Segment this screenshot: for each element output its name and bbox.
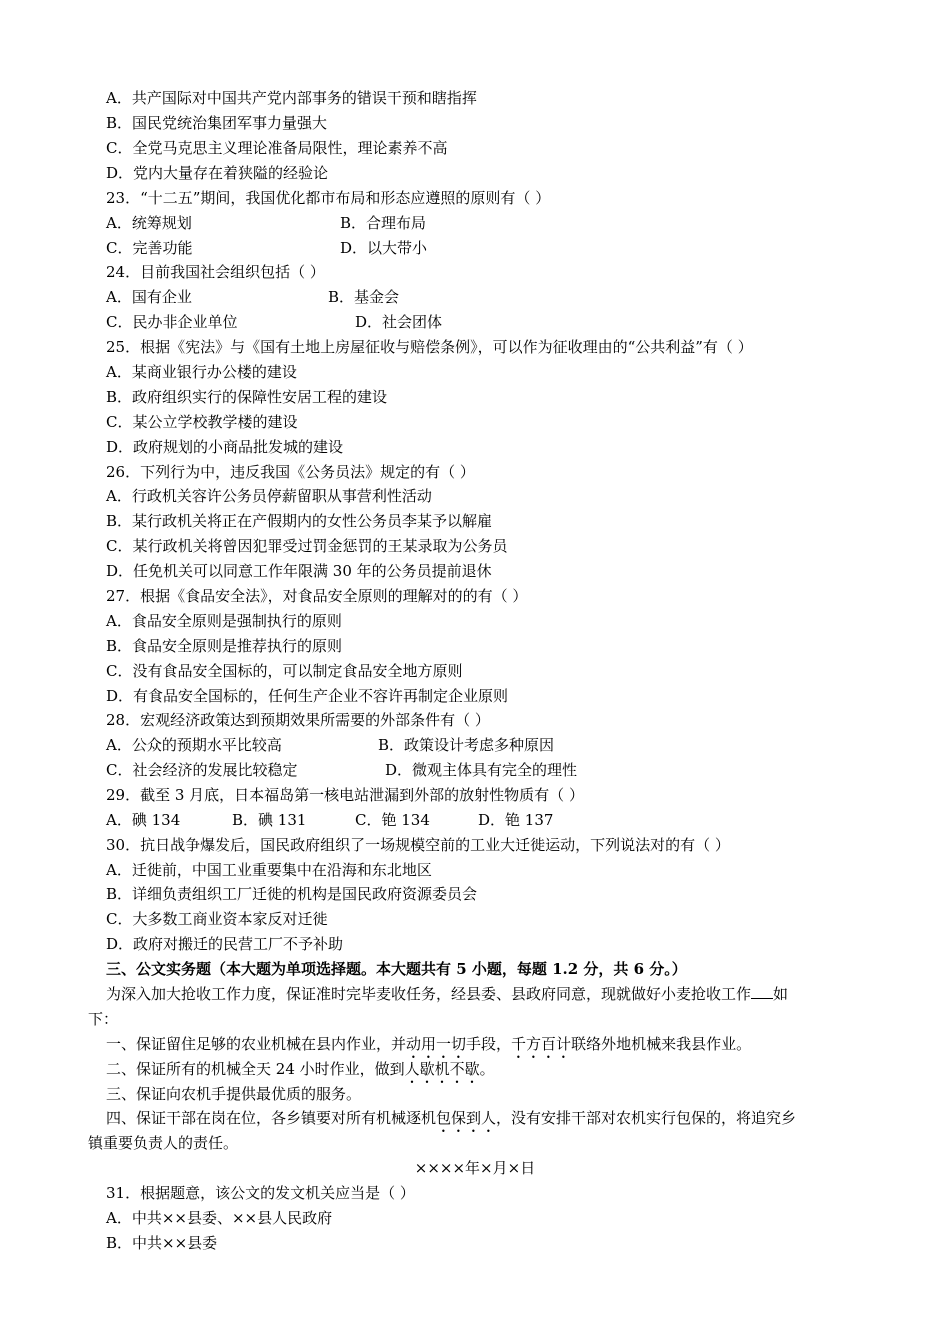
- section3-intro: [106, 984, 788, 1004]
- q31-option-a: A．中共××县委、××县人民政府: [106, 1209, 333, 1227]
- q26-option-a: A．行政机关容许公务员停薪留职从事营利性活动: [106, 487, 432, 505]
- q23-option-d: D．以大带小: [340, 239, 428, 257]
- q29-option-b: B．碘 131: [232, 811, 307, 829]
- q29-option-c: C．铯 134: [355, 811, 430, 829]
- q28-option-c: C．社会经济的发展比较稳定: [106, 761, 298, 779]
- notice-item-4-part-b: ，没有安排干部对农机实行包保的，将追究乡: [496, 1109, 797, 1127]
- notice-item-1-part-a: 一、保证留住足够的农业机械在县内作业，并: [106, 1035, 407, 1053]
- q28-option-b: B．政策设计考虑多种原因: [378, 736, 555, 754]
- q28-stem: 28．宏观经济政策达到预期效果所需要的外部条件有（ ）: [106, 711, 490, 729]
- dotted-phrase-1: 动用一切: [406, 1035, 467, 1053]
- notice-date: ××××年×月×日: [414, 1159, 536, 1177]
- q30-option-b: B．详细负责组织工厂迁徙的机构是国民政府资源委员会: [106, 885, 478, 903]
- q25-option-c: C．某公立学校教学楼的建设: [106, 413, 298, 431]
- q26-option-c: C．某行政机关将曾因犯罪受过罚金惩罚的王某录取为公务员: [106, 537, 508, 555]
- q27-stem: 27．根据《食品安全法》，对食品安全原则的理解对的的有（ ）: [106, 587, 528, 605]
- q23-option-b: B．合理布局: [340, 214, 427, 232]
- q26-stem: 26．下列行为中，违反我国《公务员法》规定的有（ ）: [106, 463, 475, 481]
- section3-heading: 三、公文实务题（本大题为单项选择题。本大题共有 5 小题，每题 1.2 分，共 6 分。）: [106, 960, 687, 978]
- q29-option-d: D．铯 137: [478, 811, 554, 829]
- q22-option-b: B．国民党统治集团军事力量强大: [106, 114, 328, 132]
- notice-item-4-cont: 镇重要负责人的责任。: [88, 1134, 239, 1152]
- q22-option-d: D．党内大量存在着狭隘的经验论: [106, 164, 329, 182]
- notice-item-2-part-b: 。: [479, 1060, 495, 1078]
- q25-option-b: B．政府组织实行的保障性安居工程的建设: [106, 388, 388, 406]
- q26-option-d: D．任免机关可以同意工作年限满 30 年的公务员提前退休: [106, 562, 492, 580]
- q30-stem: 30．抗日战争爆发后，国民政府组织了一场规模空前的工业大迁徙运动，下列说法对的有（ ）: [106, 836, 730, 854]
- q25-option-d: D．政府规划的小商品批发城的建设: [106, 438, 344, 456]
- q31-option-b: B．中共××县委: [106, 1234, 218, 1252]
- section3-intro-text: 为深入加大抢收工作力度，保证准时完毕麦收任务，经县委、县政府同意，现就做好小麦抢收工作: [106, 985, 752, 1003]
- notice-item-1-part-c: 联络外地机械来我县作业。: [571, 1035, 752, 1053]
- notice-item-4-part-a: 四、保证干部在岗在位，各乡镇要对所有机械逐机: [106, 1109, 437, 1127]
- q27-option-d: D．有食品安全国标的，任何生产企业不容许再制定企业原则: [106, 687, 509, 705]
- q23-stem: 23．“十二五”期间，我国优化都市布局和形态应遵照的原则有（ ）: [106, 189, 551, 207]
- q28-option-a: A．公众的预期水平比较高: [106, 736, 282, 754]
- section3-intro-cont: 下：: [88, 1010, 119, 1028]
- notice-item-1-part-b: 手段，: [466, 1035, 512, 1053]
- q22-option-c: C．全党马克思主义理论准备局限性，理论素养不高: [106, 139, 448, 157]
- q25-stem: 25．根据《宪法》与《国有土地上房屋征收与赔偿条例》，可以作为征收理由的“公共利益”有（ ）: [106, 338, 753, 356]
- q30-option-a: A．迁徙前，中国工业重要集中在沿海和东北地区: [106, 861, 432, 879]
- q24-option-c: C．民办非企业单位: [106, 313, 238, 331]
- q30-option-c: C．大多数工商业资本家反对迁徙: [106, 910, 328, 928]
- q25-option-a: A．某商业银行办公楼的建设: [106, 363, 297, 381]
- q22-option-a: A．共产国际对中国共产党内部事务的错误干预和瞎指挥: [106, 89, 477, 107]
- q28-option-d: D．微观主体具有完全的理性: [385, 761, 578, 779]
- q27-option-c: C．没有食品安全国标的，可以制定食品安全地方原则: [106, 662, 463, 680]
- notice-item-3: 三、保证向农机手提供最优质的服务。: [106, 1085, 362, 1103]
- q23-option-a: A．统筹规划: [106, 214, 192, 232]
- q26-option-b: B．某行政机关将正在产假期内的女性公务员李某予以解雇: [106, 512, 493, 530]
- q24-option-b: B．基金会: [328, 288, 400, 306]
- q24-stem: 24．目前我国社会组织包括（ ）: [106, 263, 325, 281]
- fill-blank: [751, 984, 773, 999]
- notice-item-2-part-a: 二、保证所有的机械全天 24 小时作业，做到: [106, 1060, 405, 1078]
- q31-stem: 31．根据题意，该公文的发文机关应当是（ ）: [106, 1184, 415, 1202]
- dotted-phrase-2: 千方百计: [511, 1035, 572, 1053]
- notice-item-1: [106, 1034, 751, 1062]
- dotted-phrase-3: 人歇机不歇: [404, 1060, 480, 1078]
- section3-intro-end: 如: [773, 985, 789, 1003]
- q23-option-c: C．完善功能: [106, 239, 193, 257]
- q24-option-a: A．国有企业: [106, 288, 192, 306]
- notice-item-4: [106, 1108, 796, 1136]
- q27-option-b: B．食品安全原则是推荐执行的原则: [106, 637, 343, 655]
- q30-option-d: D．政府对搬迁的民营工厂不予补助: [106, 935, 344, 953]
- notice-item-2: [106, 1059, 495, 1087]
- q29-option-a: A．碘 134: [106, 811, 181, 829]
- dotted-phrase-4: 包保到人: [436, 1109, 497, 1127]
- q27-option-a: A．食品安全原则是强制执行的原则: [106, 612, 342, 630]
- q24-option-d: D．社会团体: [355, 313, 443, 331]
- q29-stem: 29．截至 3 月底，日本福岛第一核电站泄漏到外部的放射性物质有（ ）: [106, 786, 584, 804]
